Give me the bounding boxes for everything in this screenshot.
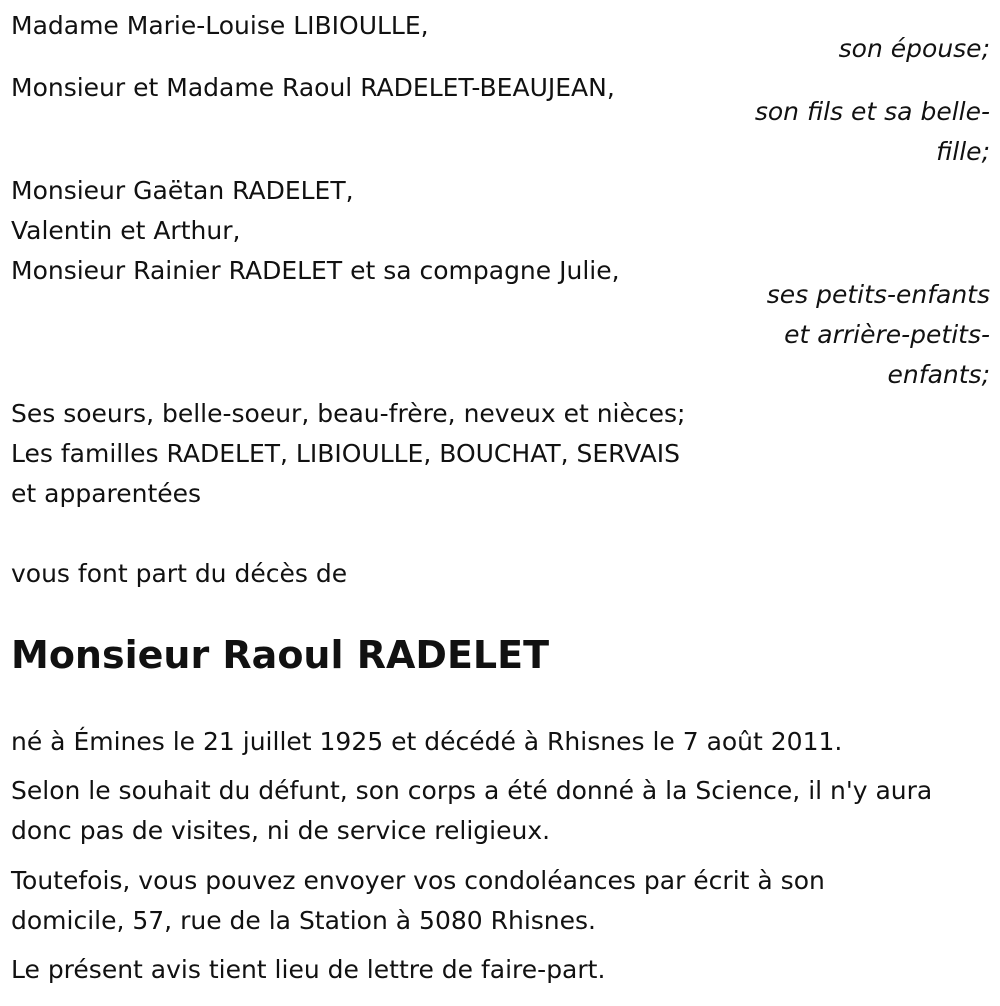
condolences-line2: domicile, 57, rue de la Station à 5080 Rhisnes. [11,906,596,935]
intro-text: vous font part du décès de [11,559,348,588]
grandchild-3: Monsieur Rainier RADELET et sa compagne Julie, [11,256,620,285]
son-relation-line2: fille; [936,137,990,166]
spouse-name: Madame Marie-Louise LIBIOULLE, [11,11,429,40]
son-name: Monsieur et Madame Raoul RADELET-BEAUJEAN, [11,73,615,102]
others-line3: et apparentées [11,479,202,508]
others-line1: Ses soeurs, belle-soeur, beau-frère, neveux et nièces; [11,399,686,428]
wish-line1: Selon le souhait du défunt, son corps a été donné à la Science, il n'y aura [11,776,933,805]
grandchild-2: Valentin et Arthur, [11,216,241,245]
birth-death-text: né à Émines le 21 juillet 1925 et décédé à Rhisnes le 7 août 2011. [11,727,843,756]
condolences-line1: Toutefois, vous pouvez envoyer vos condoléances par écrit à son [11,866,825,895]
others-line2: Les familles RADELET, LIBIOULLE, BOUCHAT, SERVAIS [11,439,681,468]
son-relation-line1: son fils et sa belle- [754,97,990,126]
deceased-name: Monsieur Raoul RADELET [11,633,549,677]
spouse-relation: son épouse; [838,34,990,63]
grandchild-1: Monsieur Gaëtan RADELET, [11,176,354,205]
grandchildren-relation-line2: et arrière-petits- [784,320,990,349]
grandchildren-relation-line1: ses petits-enfants [766,280,990,309]
closing-text: Le présent avis tient lieu de lettre de faire-part. [11,955,606,984]
wish-line2: donc pas de visites, ni de service religieux. [11,816,551,845]
grandchildren-relation-line3: enfants; [887,360,990,389]
